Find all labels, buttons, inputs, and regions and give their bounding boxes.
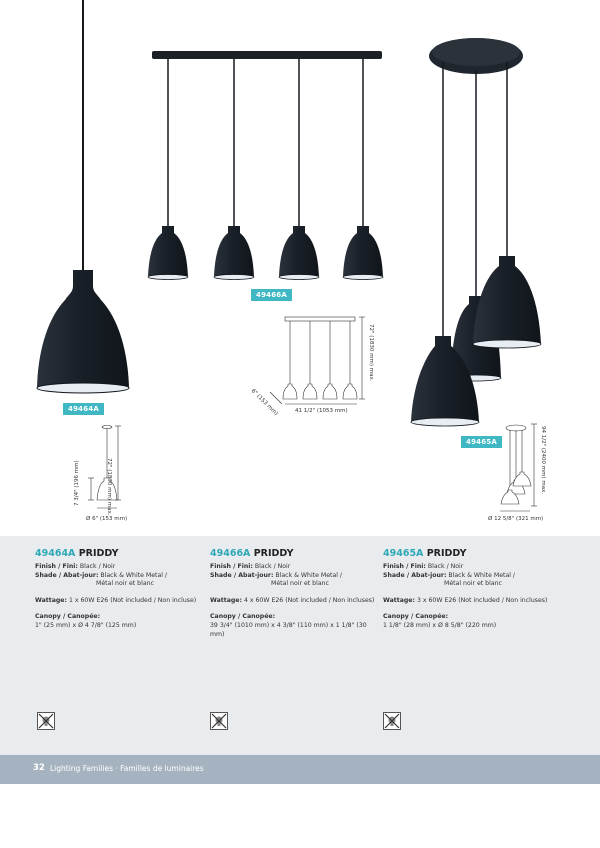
product-title: 49465A PRIDDY [383,548,467,559]
bar-width-dim: 41 1/2" (1053 mm) [295,408,348,414]
cluster-diameter-dim: Ø 12 5/8" (321 mm) [488,516,544,522]
single-pendant-lamp [37,0,129,393]
single-height-dim: 72" (1830 mm) max. [106,458,112,516]
footer-section-title: Lighting Families · Familles de luminaires [50,764,204,773]
page-number: 32 [33,763,45,773]
spec-column-49465a: 49465A PRIDDY Finish / Fini: Black / Noir Shade / Abat-jour: Black & White Metal / Métal noir et blanc Wattage: 3 x 60W E26 (Not included / Non incluses) Canopy / Canopée: 1 1/8" (28 mm) x Ø 8 5/8" (220 mm) [383,548,548,629]
bar-pendant-lamp [148,51,383,280]
page-footer [0,755,600,784]
bar-depth-dim: 6" (153 mm) [249,388,279,418]
single-shade-dim: 7 3/4" (196 mm) [74,460,80,506]
cluster-pendant-diagram [500,424,537,511]
single-pendant-diagram [88,426,121,509]
product-title: 49466A PRIDDY [210,548,294,559]
bar-pendant-diagram [270,317,365,404]
cluster-height-dim: 94 1/2" (2400 mm) max. [540,426,546,495]
product-tag-49464a: 49464A [63,403,104,415]
no-bulb-icon [210,712,228,730]
spec-column-49464a: 49464A PRIDDY Finish / Fini: Black / Noir Shade / Abat-jour: Black & White Metal / Métal noir et blanc Wattage: 1 x 60W E26 (Not included / Non incluse) Canopy / Canopée: 1" (25 mm) x Ø 4 7/8" (125 mm) [35,548,200,631]
product-tag-49466a: 49466A [251,289,292,301]
bar-height-dim: 72" (1830 mm) max. [368,324,374,382]
no-bulb-icon [37,712,55,730]
product-tag-49465a: 49465A [461,436,502,448]
product-title: 49464A PRIDDY [35,548,119,559]
cluster-pendant-lamp [411,38,541,426]
single-diameter-dim: Ø 6" (153 mm) [86,516,128,522]
spec-column-49466a: 49466A PRIDDY Finish / Fini: Black / Noir Shade / Abat-jour: Black & White Metal / Métal noir et blanc Wattage: 4 x 60W E26 (Not included / Non incluses) Canopy / Canopée: 39 3/4" (1010 mm) x 4 3/8" (110 mm) x 1 1/8" (30 mm) [210,548,375,638]
no-bulb-icon [383,712,401,730]
